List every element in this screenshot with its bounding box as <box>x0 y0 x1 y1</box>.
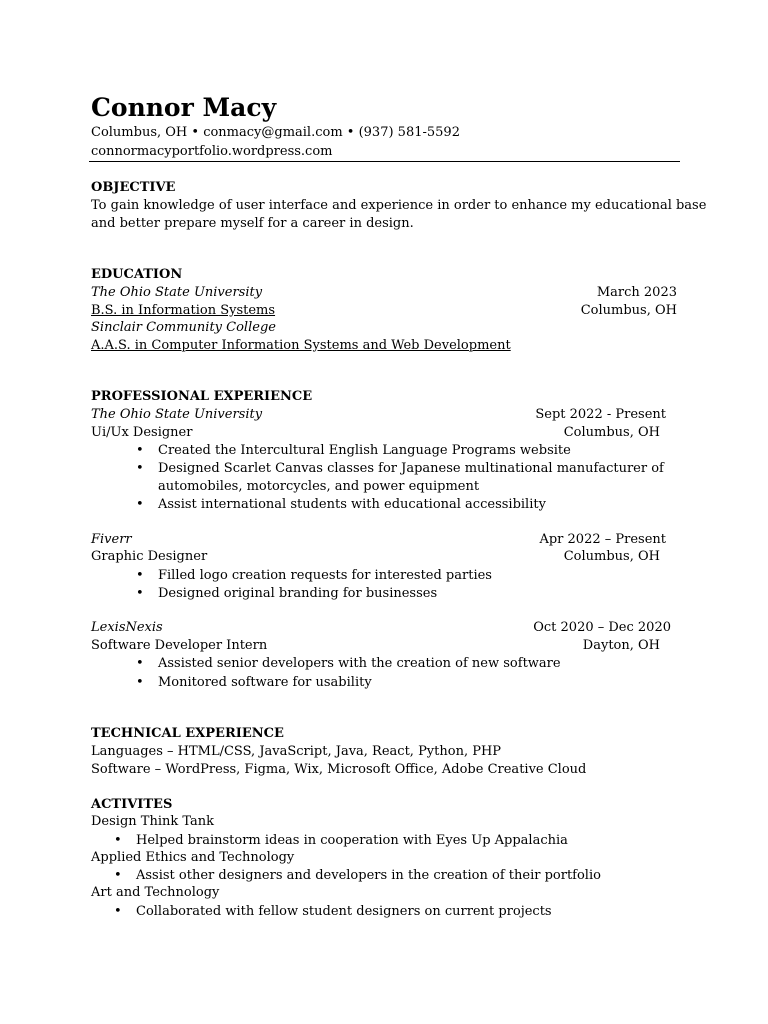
job-1-bullet-2-cont: automobiles, motorcycles, and power equipment <box>158 479 480 494</box>
job-2-dates: Apr 2022 – Present <box>539 532 666 547</box>
activities-heading: ACTIVITES <box>91 797 173 812</box>
job-1-bullet-1: • Created the Intercultural English Language Programs website <box>136 443 571 458</box>
education-location-1: Columbus, OH <box>580 303 677 318</box>
objective-line-2: and better prepare myself for a career in design. <box>91 216 414 231</box>
job-2-bullet-1: • Filled logo creation requests for interested parties <box>136 568 492 583</box>
job-1-bullet-3: • Assist international students with educational accessibility <box>136 497 546 512</box>
job-3-bullet-1: • Assisted senior developers with the creation of new software <box>136 656 561 671</box>
job-3-org: LexisNexis <box>91 620 163 635</box>
job-3-dates: Oct 2020 – Dec 2020 <box>533 620 671 635</box>
job-2-location: Columbus, OH <box>563 549 660 564</box>
objective-heading: OBJECTIVE <box>91 180 176 195</box>
activity-3-name: Art and Technology <box>91 885 220 900</box>
job-3-bullet-2: • Monitored software for usability <box>136 675 372 690</box>
activity-2-bullet: • Assist other designers and developers in the creation of their portfolio <box>114 868 601 883</box>
education-school-1: The Ohio State University <box>91 285 263 300</box>
education-degree-2: A.A.S. in Computer Information Systems and Web Development <box>91 338 511 353</box>
education-school-2: Sinclair Community College <box>91 320 276 335</box>
activity-2-name: Applied Ethics and Technology <box>91 850 295 865</box>
education-date-1: March 2023 <box>596 285 677 300</box>
resume-name: Connor Macy <box>91 93 277 122</box>
technical-heading: TECHNICAL EXPERIENCE <box>91 726 284 741</box>
experience-heading: PROFESSIONAL EXPERIENCE <box>91 389 313 404</box>
education-degree-1: B.S. in Information Systems <box>91 303 276 318</box>
contact-line: Columbus, OH • conmacy@gmail.com • (937) 581-5592 <box>91 125 460 140</box>
job-3-location: Dayton, OH <box>582 638 660 653</box>
job-2-bullet-2: • Designed original branding for businesses <box>136 586 438 601</box>
technical-software: Software – WordPress, Figma, Wix, Microsoft Office, Adobe Creative Cloud <box>91 762 587 777</box>
job-1-bullet-2: • Designed Scarlet Canvas classes for Japanese multinational manufacturer of <box>136 461 664 476</box>
activity-3-bullet: • Collaborated with fellow student designers on current projects <box>114 904 552 919</box>
job-3-title: Software Developer Intern <box>91 638 268 653</box>
job-1-title: Ui/Ux Designer <box>91 425 193 440</box>
technical-languages: Languages – HTML/CSS, JavaScript, Java, React, Python, PHP <box>91 744 502 759</box>
job-1-org: The Ohio State University <box>91 407 263 422</box>
education-heading: EDUCATION <box>91 267 183 282</box>
activity-1-name: Design Think Tank <box>91 814 215 829</box>
job-2-org: Fiverr <box>91 532 132 547</box>
header-divider <box>89 161 680 162</box>
job-2-title: Graphic Designer <box>91 549 208 564</box>
activity-1-bullet: • Helped brainstorm ideas in cooperation with Eyes Up Appalachia <box>114 833 568 848</box>
job-1-location: Columbus, OH <box>563 425 660 440</box>
portfolio-website: connormacyportfolio.wordpress.com <box>91 144 333 159</box>
job-1-dates: Sept 2022 - Present <box>535 407 666 422</box>
objective-line-1: To gain knowledge of user interface and experience in order to enhance my educational base <box>91 198 707 213</box>
